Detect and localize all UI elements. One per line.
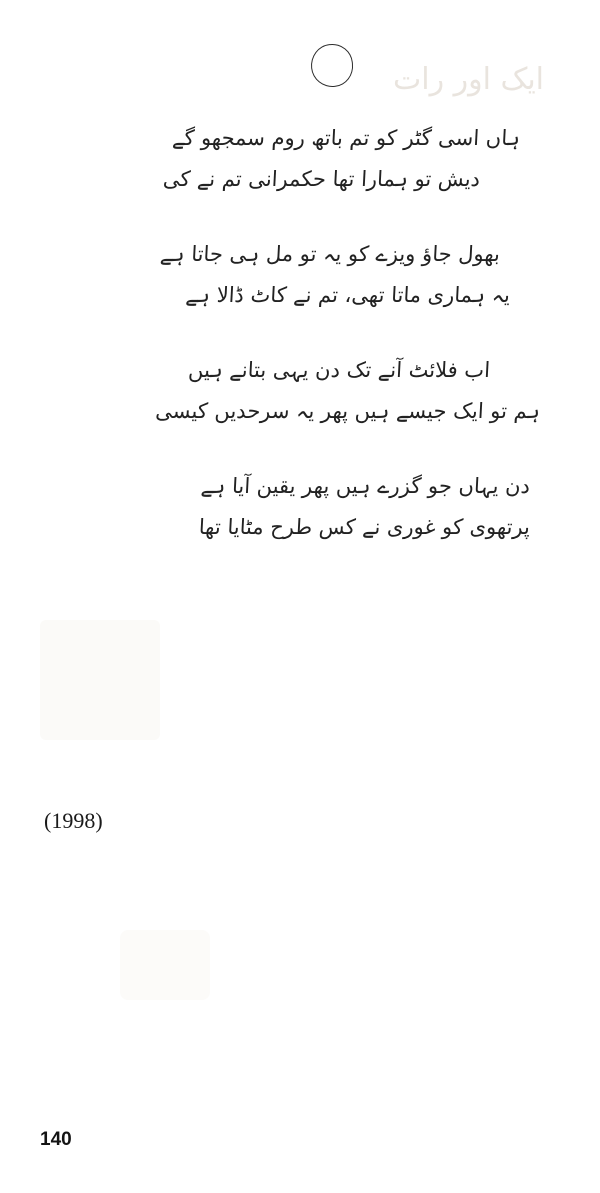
poem-line: یہ ہماری ماتا تھی، تم نے کاٹ ڈالا ہے	[184, 282, 511, 307]
circle-annotation-icon	[309, 42, 355, 89]
poem-line: پرتھوی کو غوری نے کس طرح مٹایا تھا	[198, 514, 531, 539]
poem-body	[0, 118, 600, 582]
paper-smudge	[40, 620, 160, 740]
poem-line: دیش تو ہمارا تھا حکمرانی تم نے کی	[162, 166, 481, 191]
paper-smudge-secondary	[120, 930, 210, 1000]
couplet	[0, 466, 600, 548]
poem-line: ہم تو ایک جیسے ہیں پھر یہ سرحدیں کیسی	[154, 398, 541, 423]
couplet	[0, 234, 600, 316]
faint-bleedthrough-heading: ایک اور رات	[393, 62, 544, 97]
couplet	[0, 118, 600, 200]
poem-line: دن یہاں جو گزرے ہیں پھر یقین آیا ہے	[200, 473, 531, 498]
page-number: 140	[40, 1129, 72, 1150]
couplet	[0, 350, 600, 432]
poem-line: اب فلائٹ آنے تک دن یہی بتانے ہیں	[187, 357, 491, 382]
poem-line: ہاں اسی گٹر کو تم باتھ روم سمجھو گے	[171, 126, 521, 150]
poem-line: بھول جاؤ ویزے کو یہ تو مل ہی جاتا ہے	[159, 241, 501, 266]
poem-year: (1998)	[44, 808, 103, 833]
